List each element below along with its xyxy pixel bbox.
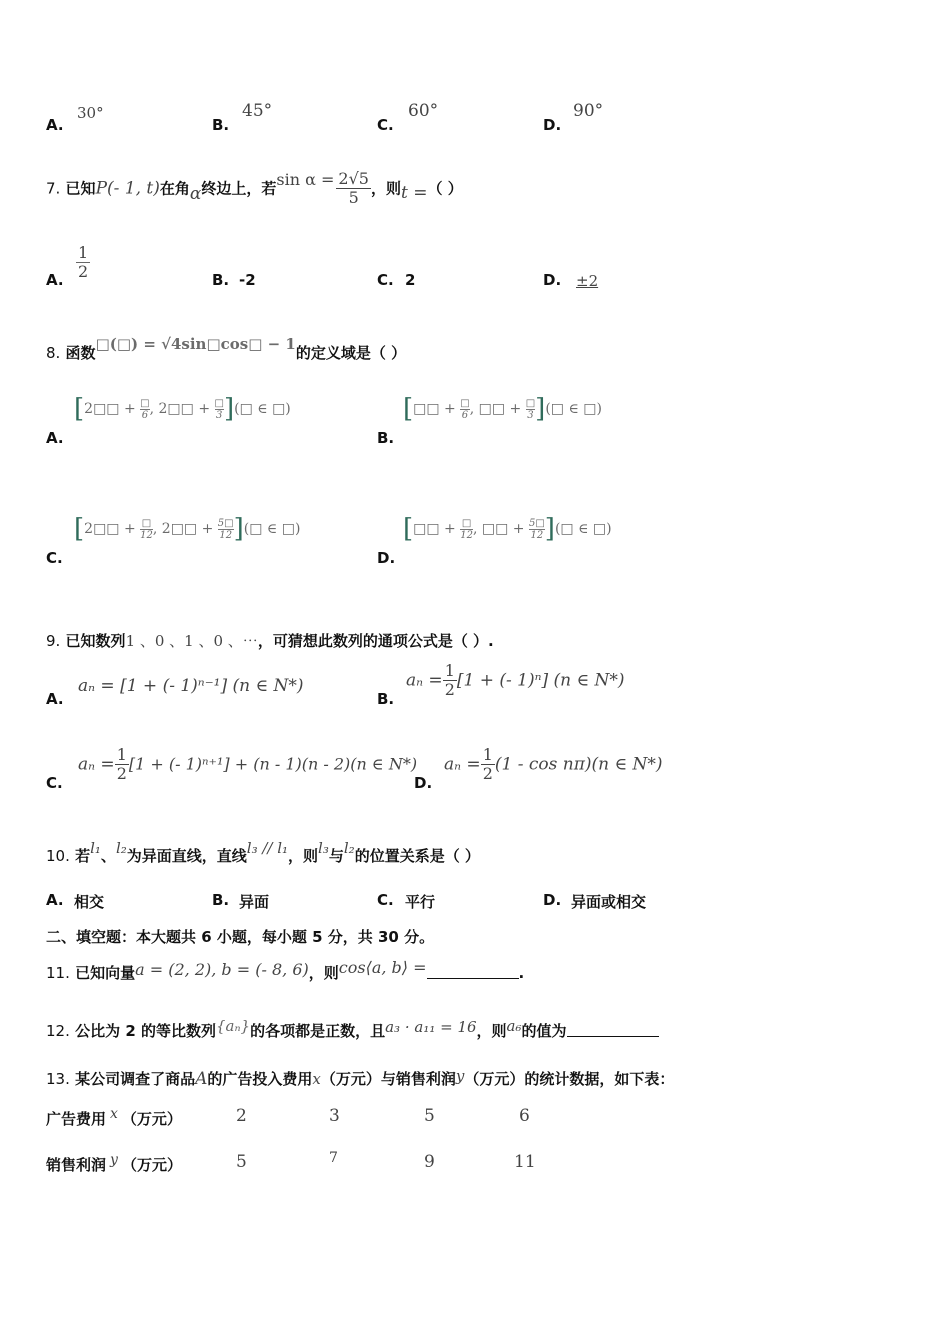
question-10 — [46, 839, 480, 866]
q6-option-c-value: 60° — [408, 101, 439, 121]
q7-option-d-value: ±2 — [576, 272, 599, 290]
q8-b-frac2 — [526, 398, 535, 421]
q12-a6: a₆ — [506, 1017, 522, 1035]
q10-l3: l₃ — [318, 839, 329, 857]
q9-b-num: 1 — [444, 661, 455, 680]
q8-b-mid: , □□ + — [469, 401, 526, 417]
q8-d-frac1 — [460, 518, 473, 541]
q10-option-b-value: 异面 — [239, 893, 270, 911]
q9-c-frac — [115, 746, 129, 784]
q10-option-c-label: C. — [377, 891, 394, 909]
q10-text: ，则 — [288, 847, 319, 865]
q11-number: 11. — [46, 964, 70, 982]
q9-option-c-label: C. — [46, 774, 63, 792]
q13-text: 的广告投入费用 — [207, 1070, 313, 1088]
row2-var: y — [110, 1152, 118, 1168]
q6-option-b-value: 45° — [242, 101, 273, 121]
question-11 — [46, 958, 525, 983]
q8-b-f1n: □ — [460, 397, 470, 409]
q10-option-a-value: 相交 — [74, 893, 105, 911]
q8-a-lead: 2□□ + — [84, 401, 141, 417]
question-13 — [46, 1068, 674, 1089]
q8-d-mid: , □□ + — [472, 521, 529, 537]
q10-text: 的位置关系是（ ） — [354, 847, 480, 865]
q10-text: 、 — [100, 847, 116, 865]
q12-answer-blank[interactable] — [567, 1022, 659, 1037]
q11-text: . — [518, 964, 525, 982]
q6-option-b-label: B. — [212, 116, 230, 134]
q8-d-frac2 — [529, 518, 545, 541]
q7-option-b-value: -2 — [239, 271, 256, 289]
q8-a-f2d: 3 — [216, 409, 223, 421]
q8-a-f2n: □ — [214, 397, 224, 409]
q8-option-d-formula: [□□ + □ 12 , □□ + $\frac{5□}{12}$ ](□ ∈ □) — [403, 514, 612, 544]
q13-A: A — [195, 1069, 208, 1089]
q6-option-a-label: A. — [46, 116, 64, 134]
row1-var: x — [110, 1106, 118, 1122]
q10-l2b: l₂ — [343, 839, 355, 857]
q8-text: 的定义域是（ ） — [295, 344, 407, 362]
q9-option-b-formula — [406, 662, 625, 700]
q8-a-f1d: 6 — [141, 409, 149, 421]
q8-c-f1n: □ — [141, 517, 152, 529]
q7-angle: α — [189, 184, 202, 205]
q6-option-c-label: C. — [377, 116, 394, 134]
q8-b-frac1 — [460, 398, 469, 421]
q7-option-c-label: C. — [377, 271, 394, 289]
q9-option-d-formula — [444, 746, 663, 784]
table-cell: 6 — [519, 1106, 530, 1126]
q7-sin: sin α = — [276, 170, 335, 190]
q7-option-b-label: B. — [212, 271, 230, 289]
question-7 — [46, 170, 463, 208]
q8-c-tail: (□ ∈ □) — [243, 521, 301, 537]
q10-text: 与 — [328, 847, 344, 865]
q8-a-frac1 — [140, 398, 149, 421]
q10-option-d-value: 异面或相交 — [571, 893, 647, 911]
q8-d-f2d: 12 — [530, 529, 544, 541]
q10-text: 为异面直线，直线 — [126, 847, 247, 865]
row2-label: 销售利润 — [46, 1156, 107, 1174]
q8-a-mid: , 2□□ + — [149, 401, 215, 417]
q11-cos: cos⟨a, b⟩ = — [338, 958, 427, 977]
q8-c-f2d: 12 — [219, 529, 233, 541]
q8-option-a-label: A. — [46, 429, 64, 447]
q9-d-den: 2 — [482, 764, 493, 784]
q8-d-f2n: 5□ — [528, 517, 545, 529]
q8-d-lead: □□ + — [413, 521, 461, 537]
section-2-heading: 二、填空题：本大题共 6 小题，每小题 5 分，共 30 分。 — [46, 928, 435, 946]
q8-b-f2n: □ — [525, 397, 536, 409]
q8-option-a-formula: [2□□ + □ 6 , 2□□ + □ 3 ](□ ∈ □) — [74, 394, 291, 424]
q8-c-lead: 2□□ + — [84, 521, 141, 537]
q8-b-lead: □□ + — [413, 401, 461, 417]
q8-d-f1d: 12 — [460, 529, 473, 541]
q8-b-f2d: 3 — [527, 409, 534, 421]
q13-y: y — [455, 1067, 465, 1085]
q12-text: 的各项都是正数，且 — [250, 1022, 386, 1040]
q9-c-den: 2 — [116, 764, 127, 784]
q8-d-tail: (□ ∈ □) — [554, 521, 612, 537]
row2-unit: （万元） — [121, 1156, 182, 1174]
q12-text: 公比为 2 的等比数列 — [75, 1022, 216, 1040]
q7-fraction — [336, 170, 371, 208]
q8-a-frac2 — [215, 398, 224, 421]
q7-t: t = — [400, 183, 428, 204]
q8-b-f1d: 6 — [461, 409, 469, 421]
table-row-1-header — [46, 1108, 182, 1129]
q8-a-tail: (□ ∈ □) — [234, 401, 291, 417]
q7-paren: （ ） — [427, 179, 463, 198]
q13-text: （万元）与销售利润 — [320, 1070, 456, 1088]
q9-option-a-formula: aₙ = [1 + (- 1)ⁿ⁻¹] (n ∈ N*) — [78, 676, 304, 696]
q9-d-num: 1 — [482, 745, 493, 764]
q7-text: ，则 — [370, 179, 401, 198]
table-cell: 9 — [424, 1152, 435, 1172]
q9-option-b-label: B. — [377, 690, 395, 708]
q7-option-c-value: 2 — [405, 271, 416, 289]
q10-option-c-value: 平行 — [405, 893, 436, 911]
q8-option-c-formula: [2□□ + □ 12 , 2□□ + $\frac{5□}{12}$ ](□ ∈ □) — [74, 514, 301, 544]
q6-option-d-label: D. — [543, 116, 562, 134]
q9-c-rhs: [1 + (- 1)ⁿ⁺¹] + (n - 1)(n - 2)(n ∈ N*) — [128, 754, 418, 774]
q10-text: 若 — [75, 847, 91, 865]
q10-parallel: l₃ // l₁ — [246, 839, 289, 857]
question-9 — [46, 630, 494, 651]
table-cell: 5 — [236, 1152, 247, 1172]
q7-number: 7. — [46, 179, 61, 198]
q7-a-den: 2 — [78, 262, 89, 282]
q12-condition: a₃ · a₁₁ = 16 — [385, 1018, 477, 1036]
q9-d-frac — [481, 746, 495, 784]
q12-number: 12. — [46, 1022, 70, 1040]
q8-text: 函数 — [65, 344, 96, 362]
q7-frac-den: 5 — [348, 188, 359, 208]
q8-c-f2n: 5□ — [217, 517, 234, 529]
q9-text: ，可猜想此数列的通项公式是（ ）. — [257, 632, 494, 650]
q6-option-a-value: 30° — [77, 104, 104, 122]
q11-text: ，则 — [308, 964, 339, 982]
q9-option-a-label: A. — [46, 690, 64, 708]
q10-number: 10. — [46, 847, 70, 865]
q8-c-mid: , 2□□ + — [152, 521, 218, 537]
q8-option-b-label: B. — [377, 429, 395, 447]
q7-frac-num: 2√5 — [338, 169, 369, 188]
q8-number: 8. — [46, 344, 61, 362]
q9-d-rhs: (1 - cos nπ)(n ∈ N*) — [494, 754, 663, 775]
question-12 — [46, 1017, 659, 1041]
table-cell: 7 — [329, 1150, 338, 1166]
q10-option-d-label: D. — [543, 891, 562, 909]
q8-b-tail: (□ ∈ □) — [545, 401, 602, 417]
q7-text: 在角 — [159, 179, 190, 198]
q8-option-d-label: D. — [377, 549, 396, 567]
q12-sequence: {aₙ} — [215, 1017, 251, 1035]
q8-option-b-formula: [□□ + □ 6 , □□ + □ 3 ](□ ∈ □) — [403, 394, 602, 424]
q9-b-frac — [443, 662, 457, 700]
q9-b-den: 2 — [444, 680, 455, 700]
q8-c-frac2 — [218, 518, 234, 541]
q11-vectors: a = (2, 2), b = (- 8, 6) — [135, 960, 309, 979]
q11-text: 已知向量 — [75, 964, 136, 982]
table-cell: 2 — [236, 1106, 247, 1126]
question-8 — [46, 335, 407, 363]
q9-number: 9. — [46, 632, 61, 650]
q13-text: （万元）的统计数据，如下表： — [464, 1070, 675, 1088]
q9-sequence: 1 、0 、1 、0 、⋯ — [125, 632, 258, 650]
q11-answer-blank[interactable] — [427, 964, 519, 979]
q9-c-lhs: aₙ = — [78, 754, 115, 775]
q7-a-num: 1 — [78, 243, 89, 262]
row1-unit: （万元） — [121, 1110, 182, 1128]
q8-function: □(□) = √4sin□cos□ − 1 — [95, 335, 296, 353]
row1-label: 广告费用 — [46, 1110, 107, 1128]
q10-l2: l₂ — [115, 839, 127, 857]
q8-c-f1d: 12 — [140, 529, 153, 541]
table-cell: 3 — [329, 1106, 340, 1126]
table-cell: 5 — [424, 1106, 435, 1126]
q10-option-b-label: B. — [212, 891, 230, 909]
q10-option-a-label: A. — [46, 891, 64, 909]
q9-option-c-formula — [78, 746, 417, 784]
q12-text: 的值为 — [521, 1022, 567, 1040]
q12-text: ，则 — [476, 1022, 507, 1040]
q7-point: P(- 1, t) — [95, 178, 160, 199]
q10-l1: l₁ — [90, 839, 101, 857]
q7-option-a-label: A. — [46, 271, 64, 289]
q7-option-d-label: D. — [543, 271, 562, 289]
q6-option-d-value: 90° — [573, 101, 604, 121]
q13-x: x — [312, 1070, 321, 1088]
q7-text: 已知 — [65, 179, 96, 198]
q9-b-lhs: aₙ = — [406, 670, 443, 691]
q9-c-num: 1 — [116, 745, 127, 764]
q13-number: 13. — [46, 1070, 70, 1088]
q9-d-lhs: aₙ = — [444, 754, 481, 775]
table-cell: 11 — [514, 1152, 536, 1172]
q8-a-f1n: □ — [140, 397, 150, 409]
q7-text: 终边上，若 — [201, 179, 277, 198]
table-row-2-header — [46, 1154, 182, 1175]
q9-b-rhs: [1 + (- 1)ⁿ] (n ∈ N*) — [456, 670, 625, 691]
q8-c-frac1 — [140, 518, 153, 541]
q9-text: 已知数列 — [65, 632, 126, 650]
q7-option-a-fraction — [76, 244, 90, 282]
q13-text: 某公司调查了商品 — [75, 1070, 196, 1088]
q8-option-c-label: C. — [46, 549, 63, 567]
q8-d-f1n: □ — [461, 517, 472, 529]
q9-option-d-label: D. — [414, 774, 433, 792]
